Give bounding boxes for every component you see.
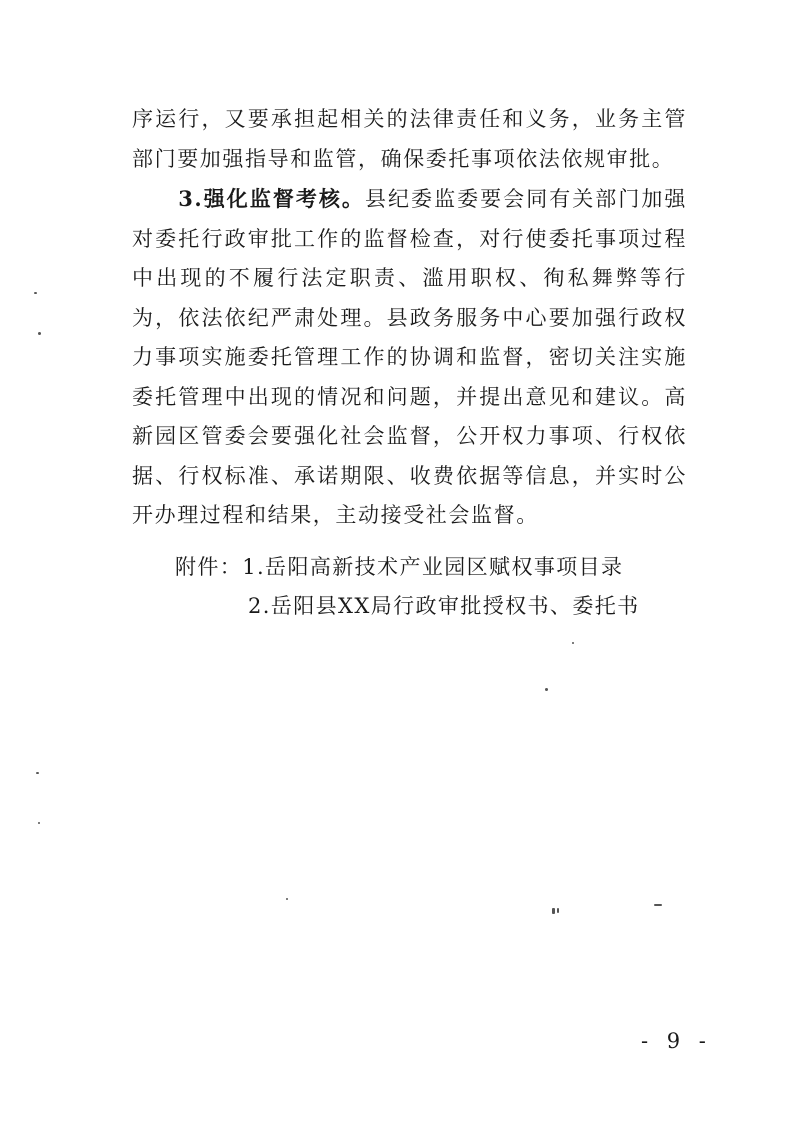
scan-speck	[34, 292, 37, 294]
body-text	[132, 100, 687, 536]
scan-speck	[557, 908, 559, 913]
scan-speck	[38, 822, 40, 824]
scan-speck	[552, 908, 555, 914]
page-number: - 9 -	[641, 1029, 712, 1053]
attachments-block	[175, 548, 695, 626]
paragraph-text: 县纪委监委要会同有关部门加强对委托行政审批工作的监督检查，对行使委托事项过程中出现的不履行法定职责、滥用职权、徇私舞弊等行为，依法依纪严肃处理。县政务服务中心要加强行政权力事项实施委托管理工作的协调和监督，密切关注实施委托管理中出现的情况和问题，并提出意见和建议。高新园区管委会要强化社会监督，公开权力事项、行权依据、行权标准、承诺期限、收费依据等信息，并实时公开办理过程和结果，主动接受社会监督。	[132, 187, 687, 527]
scan-speck	[286, 898, 288, 900]
attachments-label: 附件：	[175, 555, 243, 579]
scan-speck	[572, 642, 574, 644]
attachment-item: 2.岳阳县XX局行政审批授权书、委托书	[248, 594, 640, 618]
scan-speck	[545, 688, 548, 691]
paragraph-text: 序运行，又要承担起相关的法律责任和义务，业务主管部门要加强指导和监管，确保委托事项依法依规审批。	[132, 107, 687, 171]
paragraph-continuation	[132, 100, 687, 179]
section-heading: 3.强化监督考核。	[178, 186, 365, 211]
scan-speck	[36, 772, 39, 774]
scan-speck	[38, 332, 41, 335]
paragraph-supervision	[132, 179, 687, 536]
scan-speck	[654, 904, 662, 906]
attachment-row-1	[175, 548, 695, 587]
attachment-item: 1.岳阳高新技术产业园区赋权事项目录	[242, 555, 624, 579]
attachment-row-2	[175, 587, 695, 626]
